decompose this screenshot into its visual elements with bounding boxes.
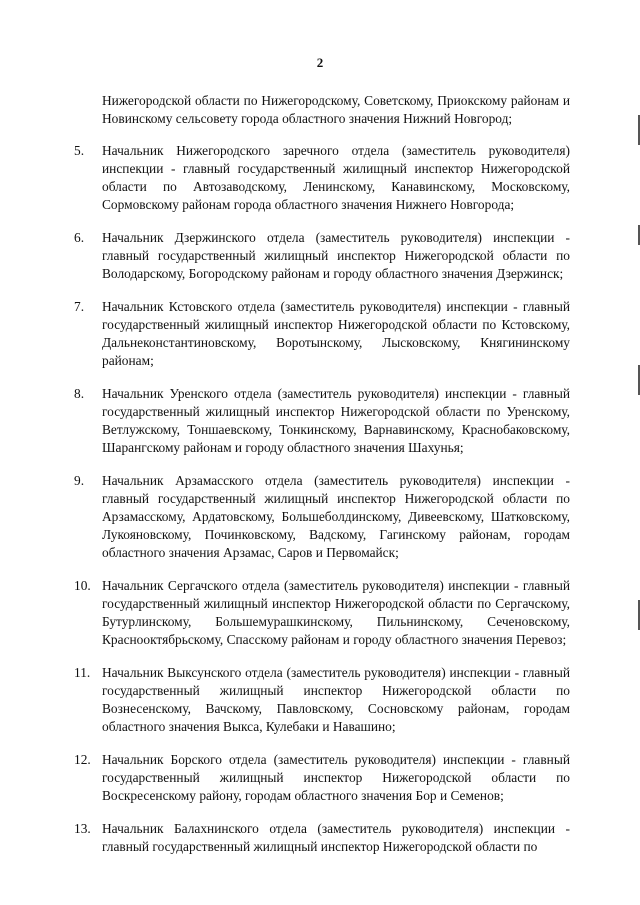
list-item-text: Начальник Уренского отдела (заместитель руководителя) инспекции - главный государственный жилищный инспектор Нижегородской области по Уренскому, Ветлужскому, Тоншаевскому, Тонкинскому, Варнавинскому, Краснобаковскому, Шарангскому районам и городу областного значения Шахунья; xyxy=(102,386,570,455)
list-item-text: Начальник Балахнинского отдела (заместитель руководителя) инспекции - главный государственный жилищный инспектор Нижегородской области по xyxy=(102,821,570,854)
page-number: 2 xyxy=(316,55,324,70)
list-item xyxy=(74,577,570,649)
list-item-number: 11. xyxy=(74,665,91,680)
continuation-paragraph: Нижегородской области по Нижегородскому, Советскому, Приокскому районам и Новинскому сельсовету города областного значения Нижний Новгород; xyxy=(102,93,570,126)
list-item xyxy=(74,385,570,457)
list-item-number: 7. xyxy=(74,299,85,314)
list-item-number: 13. xyxy=(74,821,91,836)
list-item xyxy=(74,472,570,562)
list-item xyxy=(74,142,570,214)
list-item xyxy=(74,664,570,736)
list-item-number: 10. xyxy=(74,578,91,593)
list-item-text: Начальник Выксунского отдела (заместитель руководителя) инспекции - главный государственный жилищный инспектор Нижегородской области по Вознесенскому, Вачскому, Павловскому, Сосновскому районам, городам областного значения Выкса, Кулебаки и Навашино; xyxy=(102,665,570,734)
list-item-number: 12. xyxy=(74,752,91,767)
list-item-text: Начальник Сергачского отдела (заместитель руководителя) инспекции - главный государственный жилищный инспектор Нижегородской области по Сергачскому, Бутурлинскому, Большемурашкинскому, Пильнинскому, Сеченовскому, Краснооктябрьскому, Спасскому районам и городу областного значения Перевоз; xyxy=(102,578,570,647)
document-body xyxy=(74,92,570,871)
list-item-text: Начальник Арзамасского отдела (заместитель руководителя) инспекции - главный государственный жилищный инспектор Нижегородской области по Арзамасскому, Ардатовскому, Большеболдинскому, Дивеевскому, Шатковскому, Лукояновскому, Починковскому, Вадскому, Гагинскому районам, городам областного значения Арзамас, Саров и Первомайск; xyxy=(102,473,570,560)
list-item-text: Начальник Нижегородского заречного отдела (заместитель руководителя) инспекции - главный государственный жилищный инспектор Нижегородской области по Автозаводскому, Ленинскому, Канавинскому, Московскому, Сормовскому районам города областного значения Нижнего Новгорода; xyxy=(102,143,570,212)
list-item xyxy=(74,229,570,283)
list-item-number: 8. xyxy=(74,386,85,401)
list-item-text: Начальник Дзержинского отдела (заместитель руководителя) инспекции - главный государственный жилищный инспектор Нижегородской области по Володарскому, Богородскому районам и городу областного значения Дзержинск; xyxy=(102,230,570,281)
list-item xyxy=(74,298,570,370)
list-item-number: 9. xyxy=(74,473,85,488)
list-item-text: Начальник Кстовского отдела (заместитель руководителя) инспекции - главный государственный жилищный инспектор Нижегородской области по Кстовскому, Дальнеконстантиновскому, Воротынскому, Лысковскому, Княгининскому районам; xyxy=(102,299,570,368)
list-item-number: 5. xyxy=(74,143,85,158)
list-item xyxy=(74,820,570,856)
list-item xyxy=(74,751,570,805)
list-item-number: 6. xyxy=(74,230,85,245)
list-item-text: Начальник Борского отдела (заместитель руководителя) инспекции - главный государственный жилищный инспектор Нижегородской области по Воскресенскому району, городам областного значения Бор и Семенов; xyxy=(102,752,570,803)
